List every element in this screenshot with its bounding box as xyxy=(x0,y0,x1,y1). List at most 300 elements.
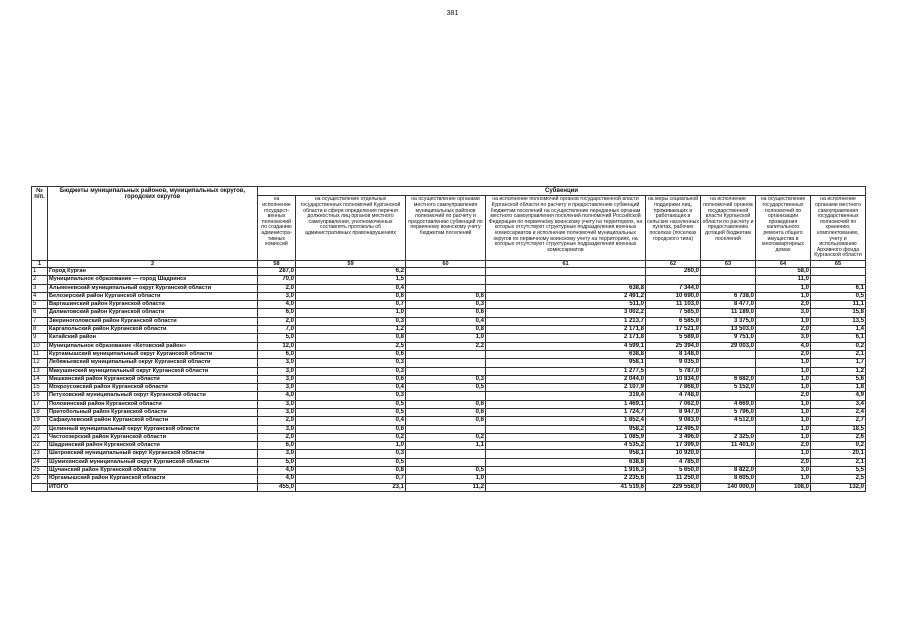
value-cell: 5 796,0 xyxy=(701,408,756,416)
value-cell: 4,0 xyxy=(258,467,296,475)
value-cell: 3,0 xyxy=(258,400,296,408)
value-cell: 11,1 xyxy=(811,301,866,309)
value-cell: 0,2 xyxy=(296,433,406,441)
table-body xyxy=(32,267,866,491)
header-col-64: на осуществление государственных полномочий по организации проведения капитального ремонта общего имущества в многоквартирных домах xyxy=(756,196,811,261)
budget-name: Мишкинский район Курганской области xyxy=(48,375,258,383)
table-row xyxy=(32,359,866,367)
value-cell: 6,2 xyxy=(296,267,406,275)
header-col-61: на исполнение полномочий органов государственной власти Курганской области по расчету и предоставлению субвенций бюджетам поселений на осуществление переданных органам местного самоуправления поселений полномочий Российской Федерации по первичному воинскому учету на территориях, на которых отсутствуют структурные подразделения военных комиссариатов и исполнение полномочий муниципальных округов по первичному воинскому учету на территориях, на которых отсутствуют структурные подразделения военных комиссариатов xyxy=(486,196,646,261)
value-cell: 6,1 xyxy=(811,284,866,292)
value-cell: 5,0 xyxy=(258,458,296,466)
budget-name: Город Курган xyxy=(48,267,258,275)
value-cell: 12 495,0 xyxy=(646,425,701,433)
value-cell: 3 496,0 xyxy=(646,433,701,441)
value-cell xyxy=(406,450,486,458)
value-cell: 0,5 xyxy=(296,400,406,408)
value-cell: 2,0 xyxy=(756,458,811,466)
value-cell: 0,8 xyxy=(296,467,406,475)
row-number: 16 xyxy=(32,392,48,400)
value-cell: 2 107,9 xyxy=(486,384,646,392)
value-cell: 18,5 xyxy=(811,425,866,433)
column-number-row xyxy=(32,260,866,267)
value-cell: 70,0 xyxy=(258,276,296,284)
budget-name: Макушинский муниципальный округ Курганской области xyxy=(48,367,258,375)
header-col-63: на исполнение полномочий органов государственной власти Курганской области по расчету и предоставлению дотаций бюджетам поселений xyxy=(701,196,756,261)
value-cell: 0,7 xyxy=(296,301,406,309)
value-cell: 4,0 xyxy=(756,342,811,350)
value-cell: 8 947,0 xyxy=(646,408,701,416)
value-cell: 6,0 xyxy=(258,309,296,317)
value-cell xyxy=(701,425,756,433)
column-number: 61 xyxy=(486,260,646,267)
value-cell: 17 399,0 xyxy=(646,442,701,450)
value-cell: 9 083,0 xyxy=(646,417,701,425)
value-cell xyxy=(701,450,756,458)
value-cell: 1,0 xyxy=(756,433,811,441)
value-cell: 2,0 xyxy=(756,350,811,358)
value-cell xyxy=(406,350,486,358)
value-cell: 0,3 xyxy=(296,367,406,375)
table-row xyxy=(32,450,866,458)
budget-name: Притобольный район Курганской области xyxy=(48,408,258,416)
value-cell: 10 920,0 xyxy=(646,450,701,458)
column-number: 64 xyxy=(756,260,811,267)
total-value: 23,1 xyxy=(296,483,406,491)
value-cell: 3,0 xyxy=(756,309,811,317)
table-row xyxy=(32,309,866,317)
value-cell: 11 401,0 xyxy=(701,442,756,450)
value-cell: 6 738,0 xyxy=(701,292,756,300)
value-cell: 0,5 xyxy=(296,408,406,416)
value-cell: 3,0 xyxy=(258,450,296,458)
value-cell: 958,1 xyxy=(486,359,646,367)
row-number: 11 xyxy=(32,350,48,358)
header-col-65: на исполнение органами местного самоуправления государственных полномочий по хранению, комплектованию, учету и использованию Архивного фонда Курганской области xyxy=(811,196,866,261)
value-cell: 0,3 xyxy=(406,301,486,309)
value-cell: 7,0 xyxy=(258,326,296,334)
value-cell: 13 503,0 xyxy=(701,326,756,334)
value-cell: 1,0 xyxy=(756,408,811,416)
value-cell: 13,5 xyxy=(811,317,866,325)
value-cell: 2,5 xyxy=(811,475,866,483)
value-cell: 3,0 xyxy=(258,408,296,416)
value-cell: 0,5 xyxy=(296,458,406,466)
row-number: 23 xyxy=(32,450,48,458)
value-cell: 1 085,9 xyxy=(486,433,646,441)
budget-name: Муниципальное образование «Кетовский район» xyxy=(48,342,258,350)
total-label: ИТОГО xyxy=(48,483,258,491)
value-cell xyxy=(701,367,756,375)
column-number: 62 xyxy=(646,260,701,267)
value-cell: 3,0 xyxy=(258,375,296,383)
total-value: 108,0 xyxy=(756,483,811,491)
value-cell: 2,5 xyxy=(296,342,406,350)
table-row xyxy=(32,458,866,466)
table-row xyxy=(32,384,866,392)
row-number: 13 xyxy=(32,367,48,375)
row-number: 12 xyxy=(32,359,48,367)
value-cell: 958,1 xyxy=(486,450,646,458)
budget-name: Мокроусовский район Курганской области xyxy=(48,384,258,392)
budget-name: Щучанский район Курганской области xyxy=(48,467,258,475)
total-value: 229 558,0 xyxy=(646,483,701,491)
value-cell: 3,0 xyxy=(258,384,296,392)
value-cell: 7 062,0 xyxy=(646,400,701,408)
value-cell: 0,7 xyxy=(296,475,406,483)
value-cell xyxy=(406,425,486,433)
row-number: 20 xyxy=(32,425,48,433)
value-cell xyxy=(406,276,486,284)
budget-name: Половинский район Курганской области xyxy=(48,400,258,408)
value-cell: 8 148,0 xyxy=(646,350,701,358)
table-row xyxy=(32,392,866,400)
value-cell xyxy=(701,276,756,284)
row-number: 10 xyxy=(32,342,48,350)
budget-name: Звериноголовский район Курганской области xyxy=(48,317,258,325)
value-cell xyxy=(701,350,756,358)
value-cell: 0,6 xyxy=(406,292,486,300)
table-row xyxy=(32,342,866,350)
value-cell: 0,3 xyxy=(296,359,406,367)
value-cell: 1,5 xyxy=(296,276,406,284)
budget-name: Муниципальное образование — город Шадринск xyxy=(48,276,258,284)
page-number: 381 xyxy=(446,10,459,17)
budget-name: Петуховский муниципальный округ Курганской области xyxy=(48,392,258,400)
row-number: 14 xyxy=(32,375,48,383)
budget-name: Целинный муниципальный округ Курганской области xyxy=(48,425,258,433)
value-cell: 1,2 xyxy=(296,326,406,334)
value-cell: 638,8 xyxy=(486,284,646,292)
row-number: 17 xyxy=(32,400,48,408)
value-cell: 2,0 xyxy=(756,392,811,400)
value-cell: 3,4 xyxy=(811,400,866,408)
value-cell: 3 375,0 xyxy=(701,317,756,325)
value-cell: 3,0 xyxy=(756,467,811,475)
value-cell: 10 834,0 xyxy=(646,375,701,383)
table-row xyxy=(32,317,866,325)
value-cell: 0,6 xyxy=(406,417,486,425)
value-cell: 8 477,0 xyxy=(701,301,756,309)
value-cell: 0,2 xyxy=(811,442,866,450)
table-row xyxy=(32,292,866,300)
value-cell: 0,5 xyxy=(406,384,486,392)
value-cell: 1,0 xyxy=(756,367,811,375)
table-row xyxy=(32,433,866,441)
value-cell: 260,0 xyxy=(646,267,701,275)
value-cell: 0,8 xyxy=(406,326,486,334)
value-cell: 7 585,0 xyxy=(646,309,701,317)
value-cell: 9 751,0 xyxy=(701,334,756,342)
value-cell: 0,6 xyxy=(296,292,406,300)
value-cell: 2 491,2 xyxy=(486,292,646,300)
budget-name: Каргапольский район Курганской области xyxy=(48,326,258,334)
value-cell: 0,6 xyxy=(406,400,486,408)
value-cell xyxy=(486,267,646,275)
row-number: 7 xyxy=(32,317,48,325)
value-cell: 2 235,6 xyxy=(486,475,646,483)
value-cell: 58,0 xyxy=(756,267,811,275)
budget-name: Варгашинский район Курганской области xyxy=(48,301,258,309)
value-cell: 1,0 xyxy=(756,317,811,325)
value-cell: 11 189,0 xyxy=(701,309,756,317)
value-cell: 0,8 xyxy=(296,334,406,342)
value-cell: 0,4 xyxy=(296,417,406,425)
header-col-58: на исполнение государст-венных полномочий по созданию администра-тивных комиссий xyxy=(258,196,296,261)
value-cell xyxy=(406,367,486,375)
value-cell: 3,0 xyxy=(258,425,296,433)
value-cell: 1,0 xyxy=(756,475,811,483)
table-row xyxy=(32,475,866,483)
value-cell: 2,7 xyxy=(811,417,866,425)
value-cell xyxy=(406,267,486,275)
value-cell: 5 787,0 xyxy=(646,367,701,375)
column-number: 58 xyxy=(258,260,296,267)
value-cell: 2 171,8 xyxy=(486,334,646,342)
value-cell: 638,8 xyxy=(486,350,646,358)
value-cell: 11 103,0 xyxy=(646,301,701,309)
budget-name: Юргамышский район Курганской области xyxy=(48,475,258,483)
value-cell xyxy=(646,276,701,284)
value-cell: 1,7 xyxy=(811,359,866,367)
value-cell xyxy=(701,392,756,400)
value-cell xyxy=(701,458,756,466)
row-number: 9 xyxy=(32,334,48,342)
budget-name: Далматовский район Курганской области xyxy=(48,309,258,317)
column-number: 63 xyxy=(701,260,756,267)
value-cell: 6,0 xyxy=(258,350,296,358)
value-cell xyxy=(486,276,646,284)
value-cell: 29 003,0 xyxy=(701,342,756,350)
value-cell: 0,4 xyxy=(406,317,486,325)
value-cell: 2,0 xyxy=(756,301,811,309)
budget-name: Альменевский муниципальный округ Курганской области xyxy=(48,284,258,292)
table-row xyxy=(32,442,866,450)
value-cell: 0,5 xyxy=(406,467,486,475)
value-cell: 3,0 xyxy=(258,359,296,367)
table-row xyxy=(32,350,866,358)
value-cell: 0,4 xyxy=(296,384,406,392)
value-cell: 1,0 xyxy=(406,334,486,342)
value-cell xyxy=(701,267,756,275)
value-cell: 1,4 xyxy=(811,326,866,334)
budget-name: Лебяжьевский муниципальный округ Курганской области xyxy=(48,359,258,367)
row-number: 26 xyxy=(32,475,48,483)
row-number: 22 xyxy=(32,442,48,450)
value-cell: 17 521,0 xyxy=(646,326,701,334)
value-cell: 20,1 xyxy=(811,450,866,458)
value-cell: 0,6 xyxy=(406,309,486,317)
value-cell: 1,0 xyxy=(296,442,406,450)
column-number: 1 xyxy=(32,260,48,267)
value-cell: 2,2 xyxy=(406,342,486,350)
row-number: 25 xyxy=(32,467,48,475)
value-cell: 5,5 xyxy=(811,467,866,475)
value-cell: 2,0 xyxy=(258,417,296,425)
value-cell: 0,4 xyxy=(296,284,406,292)
value-cell: 4 785,0 xyxy=(646,458,701,466)
value-cell: 0,3 xyxy=(296,317,406,325)
value-cell xyxy=(811,276,866,284)
table-row xyxy=(32,425,866,433)
value-cell xyxy=(406,284,486,292)
value-cell: 0,6 xyxy=(296,425,406,433)
value-cell: 1,0 xyxy=(756,292,811,300)
value-cell: 0,2 xyxy=(811,342,866,350)
table-row xyxy=(32,334,866,342)
value-cell: 3,0 xyxy=(756,334,811,342)
header-col-59: на осуществление отдельных государственных полномочий Курганской области в сфере определения перечня должностных лиц органов местного самоуправления, уполномоченных составлять протоколы об административных правонарушениях xyxy=(296,196,406,261)
value-cell: 4 599,1 xyxy=(486,342,646,350)
value-cell: 2,1 xyxy=(811,458,866,466)
value-cell: 4 512,0 xyxy=(701,417,756,425)
total-row xyxy=(32,483,866,491)
value-cell xyxy=(701,359,756,367)
value-cell: 3 002,2 xyxy=(486,309,646,317)
value-cell: 1,0 xyxy=(296,309,406,317)
value-cell: 958,2 xyxy=(486,425,646,433)
value-cell: 1,0 xyxy=(756,425,811,433)
table-row xyxy=(32,326,866,334)
value-cell: 287,0 xyxy=(258,267,296,275)
value-cell xyxy=(701,284,756,292)
value-cell: 1,0 xyxy=(406,475,486,483)
row-number: 21 xyxy=(32,433,48,441)
budget-name: Сафакулевский район Курганской области xyxy=(48,417,258,425)
header-col-60: на осуществление органами местного самоуправления муниципальных районов полномочий по расчету и предоставлению субвенций по первичному воинскому учету бюджетам поселений xyxy=(406,196,486,261)
table-row xyxy=(32,375,866,383)
row-number: 5 xyxy=(32,301,48,309)
value-cell: 0,3 xyxy=(296,392,406,400)
value-cell: 8 605,0 xyxy=(701,475,756,483)
total-value: 41 519,6 xyxy=(486,483,646,491)
value-cell: 7 868,0 xyxy=(646,384,701,392)
total-value: 132,0 xyxy=(811,483,866,491)
value-cell: 5,6 xyxy=(811,375,866,383)
value-cell: 638,8 xyxy=(486,458,646,466)
row-number: 2 xyxy=(32,276,48,284)
value-cell: 10 690,0 xyxy=(646,292,701,300)
value-cell: 4 748,0 xyxy=(646,392,701,400)
subventions-table xyxy=(31,186,866,492)
value-cell: 4 669,0 xyxy=(701,400,756,408)
budget-name: Частоозерский район Курганской области xyxy=(48,433,258,441)
value-cell: 4,0 xyxy=(258,475,296,483)
budget-name: Шадринский район Курганской области xyxy=(48,442,258,450)
value-cell: 2,6 xyxy=(811,433,866,441)
table-row xyxy=(32,408,866,416)
table-row xyxy=(32,467,866,475)
column-number: 59 xyxy=(296,260,406,267)
value-cell: 5 152,0 xyxy=(701,384,756,392)
value-cell: 1,0 xyxy=(756,359,811,367)
total-value: 140 000,0 xyxy=(701,483,756,491)
value-cell: 2 044,0 xyxy=(486,375,646,383)
value-cell: 2,0 xyxy=(756,442,811,450)
value-cell: 2 171,8 xyxy=(486,326,646,334)
value-cell: 511,0 xyxy=(486,301,646,309)
column-number: 60 xyxy=(406,260,486,267)
value-cell: 4,9 xyxy=(811,392,866,400)
value-cell xyxy=(406,359,486,367)
column-number: 65 xyxy=(811,260,866,267)
value-cell: 4,0 xyxy=(258,301,296,309)
value-cell: 2,0 xyxy=(258,317,296,325)
value-cell: 5 650,0 xyxy=(646,467,701,475)
row-number: 19 xyxy=(32,417,48,425)
budget-name: Шумихинский муниципальный округ Курганской области xyxy=(48,458,258,466)
value-cell: 1 852,4 xyxy=(486,417,646,425)
value-cell: 6 585,0 xyxy=(646,317,701,325)
value-cell: 1,0 xyxy=(756,284,811,292)
value-cell: 1 213,7 xyxy=(486,317,646,325)
value-cell: 4 535,2 xyxy=(486,442,646,450)
value-cell: 15,8 xyxy=(811,309,866,317)
value-cell: 0,3 xyxy=(406,375,486,383)
value-cell: 1,0 xyxy=(756,384,811,392)
value-cell: 7 344,0 xyxy=(646,284,701,292)
value-cell: 1,0 xyxy=(756,417,811,425)
value-cell: 2,0 xyxy=(258,284,296,292)
value-cell: 6,1 xyxy=(811,334,866,342)
header-col-62: на меры социальной поддержки лиц, проживающих и работающих в сельских населенных пунктах, рабочих поселках (поселках городского типа) xyxy=(646,196,701,261)
budget-name: Катайский район xyxy=(48,334,258,342)
value-cell: 1 277,5 xyxy=(486,367,646,375)
row-number: 15 xyxy=(32,384,48,392)
value-cell: 2 325,0 xyxy=(701,433,756,441)
value-cell: 6 682,0 xyxy=(701,375,756,383)
budget-name: Куртамышский муниципальный округ Курганской области xyxy=(48,350,258,358)
value-cell: 0,3 xyxy=(296,450,406,458)
value-cell: 11 250,0 xyxy=(646,475,701,483)
total-value: 455,0 xyxy=(258,483,296,491)
value-cell xyxy=(406,458,486,466)
header-subventions: Субвенции xyxy=(258,187,866,196)
value-cell: 0,5 xyxy=(811,292,866,300)
value-cell: 1,8 xyxy=(811,384,866,392)
header-no: № п/п. xyxy=(32,187,48,261)
value-cell: 6,0 xyxy=(258,442,296,450)
value-cell: 2,4 xyxy=(811,408,866,416)
total-no-cell xyxy=(32,483,48,491)
value-cell: 1,2 xyxy=(811,367,866,375)
value-cell: 1 916,3 xyxy=(486,467,646,475)
row-number: 6 xyxy=(32,309,48,317)
value-cell: 0,6 xyxy=(296,350,406,358)
table-row xyxy=(32,400,866,408)
value-cell: 5 589,0 xyxy=(646,334,701,342)
row-number: 1 xyxy=(32,267,48,275)
total-value: 11,2 xyxy=(406,483,486,491)
value-cell: 25 394,0 xyxy=(646,342,701,350)
value-cell: 5,0 xyxy=(258,334,296,342)
value-cell: 9 035,0 xyxy=(646,359,701,367)
value-cell xyxy=(811,267,866,275)
value-cell: 1,1 xyxy=(406,442,486,450)
value-cell: 319,4 xyxy=(486,392,646,400)
value-cell: 4,0 xyxy=(258,392,296,400)
table-row xyxy=(32,367,866,375)
value-cell: 2,1 xyxy=(811,350,866,358)
column-number: 2 xyxy=(48,260,258,267)
table-row xyxy=(32,267,866,275)
row-number: 4 xyxy=(32,292,48,300)
value-cell: 2,0 xyxy=(258,433,296,441)
row-number: 3 xyxy=(32,284,48,292)
budget-name: Шатровский муниципальный округ Курганской области xyxy=(48,450,258,458)
value-cell: 0,6 xyxy=(296,375,406,383)
table-row xyxy=(32,276,866,284)
